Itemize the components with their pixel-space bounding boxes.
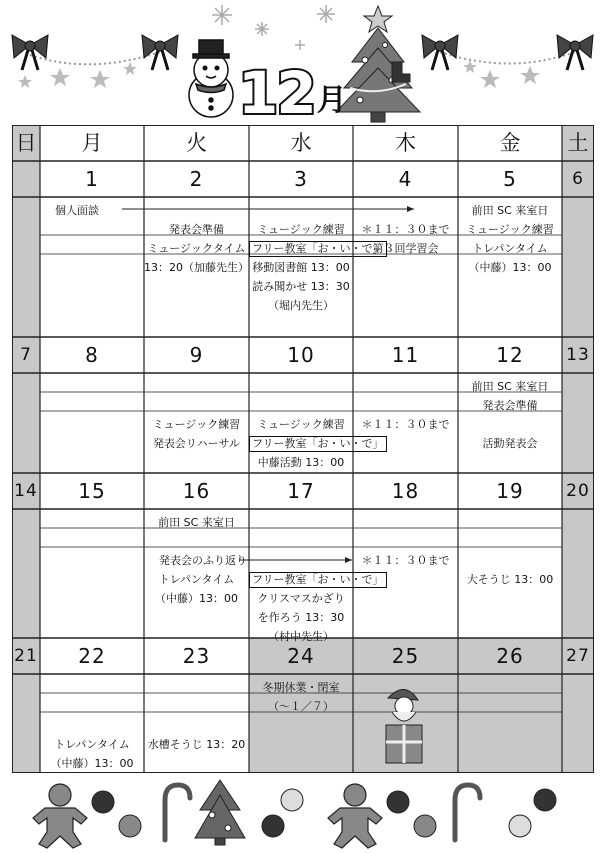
calendar-event: （中藤）13：00 <box>155 592 238 605</box>
calendar-event: フリー教室「お・い・で」 <box>249 434 353 453</box>
calendar-event: 発表会のふり返り <box>159 554 247 567</box>
calendar-event: ミュージック練習 <box>152 418 241 431</box>
calendar-event: 前田 SC 来室日 <box>158 516 235 529</box>
ornament-icon <box>92 789 556 837</box>
calendar-event: ＊１１：３０まで <box>361 554 450 567</box>
snowman-icon <box>189 40 233 117</box>
calendar-event: （中藤）13：00 <box>50 757 134 770</box>
day-number: 11 <box>391 343 420 367</box>
day-number: 9 <box>189 343 204 367</box>
snowflake-icon <box>212 5 335 50</box>
calendar-event: 中藤活動 13：00 <box>257 456 345 469</box>
day-number: 3 <box>294 167 308 191</box>
day-number: 10 <box>287 343 315 367</box>
day-number: 13 <box>566 345 590 365</box>
calendar-event: 13：20（加藤先生） <box>144 261 249 274</box>
month-title <box>238 48 347 127</box>
ribbon-icon <box>557 35 593 70</box>
weekday-header: 土 <box>567 131 589 155</box>
weekday-header: 月 <box>81 131 103 155</box>
calendar-event: （中藤）13：00 <box>468 261 552 274</box>
day-number: 6 <box>572 169 584 189</box>
calendar-event: 発表会準備 <box>169 223 224 236</box>
day-number: 2 <box>189 167 204 191</box>
calendar-event: 移動図書館 13：00 <box>252 261 350 274</box>
arrow-line <box>407 206 414 212</box>
candy-cane-icon <box>165 785 480 840</box>
calendar-event: 発表会リハーサル <box>152 437 241 450</box>
calendar-event: 水槽そうじ 13：20 <box>147 738 246 751</box>
gingerbread-icon <box>328 784 382 848</box>
month-kanji: 月 <box>316 83 347 118</box>
day-number: 20 <box>566 481 590 501</box>
day-number: 25 <box>391 644 420 668</box>
calendar-event: 前田 SC 来室日 <box>471 204 549 217</box>
day-number: 24 <box>287 644 315 668</box>
calendar-event: 前田 SC 来室日 <box>471 380 549 393</box>
calendar-event: （～１／７） <box>268 700 334 713</box>
day-number: 18 <box>391 479 420 503</box>
calendar-event: を作ろう 13：30 <box>257 611 345 624</box>
garland-left <box>30 52 160 64</box>
calendar-event: ミュージック練習 <box>257 418 345 431</box>
calendar-event: （堀内先生） <box>268 299 334 312</box>
calendar-event: ＊１１：３０まで <box>361 418 450 431</box>
day-number: 16 <box>182 479 211 503</box>
calendar-event: トレパンタイム <box>472 242 548 255</box>
day-number: 12 <box>496 343 524 367</box>
calendar-event: ミュージックタイム <box>147 242 246 255</box>
day-number: 21 <box>14 646 38 666</box>
ribbon-icon <box>142 35 178 70</box>
calendar-event: トレパンタイム <box>158 573 235 586</box>
day-number: 8 <box>85 343 99 367</box>
day-number: 4 <box>398 167 413 191</box>
day-number: 14 <box>14 481 38 501</box>
day-number: 23 <box>182 644 211 668</box>
weekday-header: 木 <box>395 131 416 155</box>
calendar-event: 活動発表会 <box>482 437 538 450</box>
ribbon-icon <box>12 35 48 70</box>
garland-right <box>440 52 575 64</box>
calendar-event: 発表会準備 <box>482 399 538 412</box>
calendar-event: 読み聞かせ 13：30 <box>252 280 350 293</box>
arrow-line <box>345 557 352 563</box>
day-number: 26 <box>496 644 524 668</box>
calendar-event: （村中先生） <box>268 630 334 643</box>
calendar-event: クリスマスかざり <box>257 592 345 605</box>
christmas-tree-icon <box>195 780 245 845</box>
day-number: 15 <box>78 479 106 503</box>
day-number: 19 <box>496 479 524 503</box>
weekday-header: 日 <box>15 131 37 155</box>
day-number: 17 <box>287 479 315 503</box>
calendar-event: フリー教室「お・い・で」 <box>249 570 353 589</box>
calendar-event: 第３回学習会 <box>372 242 439 255</box>
calendar-event: 大そうじ 13：00 <box>466 573 554 586</box>
day-number: 22 <box>78 644 106 668</box>
day-number: 7 <box>20 345 32 365</box>
month-number: 12 <box>238 59 315 127</box>
day-number: 5 <box>503 167 517 191</box>
calendar-event: ミュージック練習 <box>466 223 554 236</box>
weekday-header: 金 <box>499 131 521 155</box>
calendar-event: トレパンタイム <box>54 738 130 751</box>
day-number: 27 <box>566 646 590 666</box>
calendar-event: ＊１１：３０まで <box>361 223 450 236</box>
gingerbread-icon <box>33 784 87 848</box>
calendar-event: 個人面談 <box>55 204 99 217</box>
calendar-event: フリー教室「お・い・で」 <box>249 239 353 258</box>
christmas-tree-icon <box>336 6 420 122</box>
calendar-grid <box>12 125 594 773</box>
calendar-event: ミュージック練習 <box>257 223 345 236</box>
weekday-header: 水 <box>290 131 312 155</box>
weekday-header: 火 <box>186 131 207 155</box>
calendar-event: 冬期休業・閉室 <box>262 681 340 694</box>
day-number: 1 <box>85 167 99 191</box>
